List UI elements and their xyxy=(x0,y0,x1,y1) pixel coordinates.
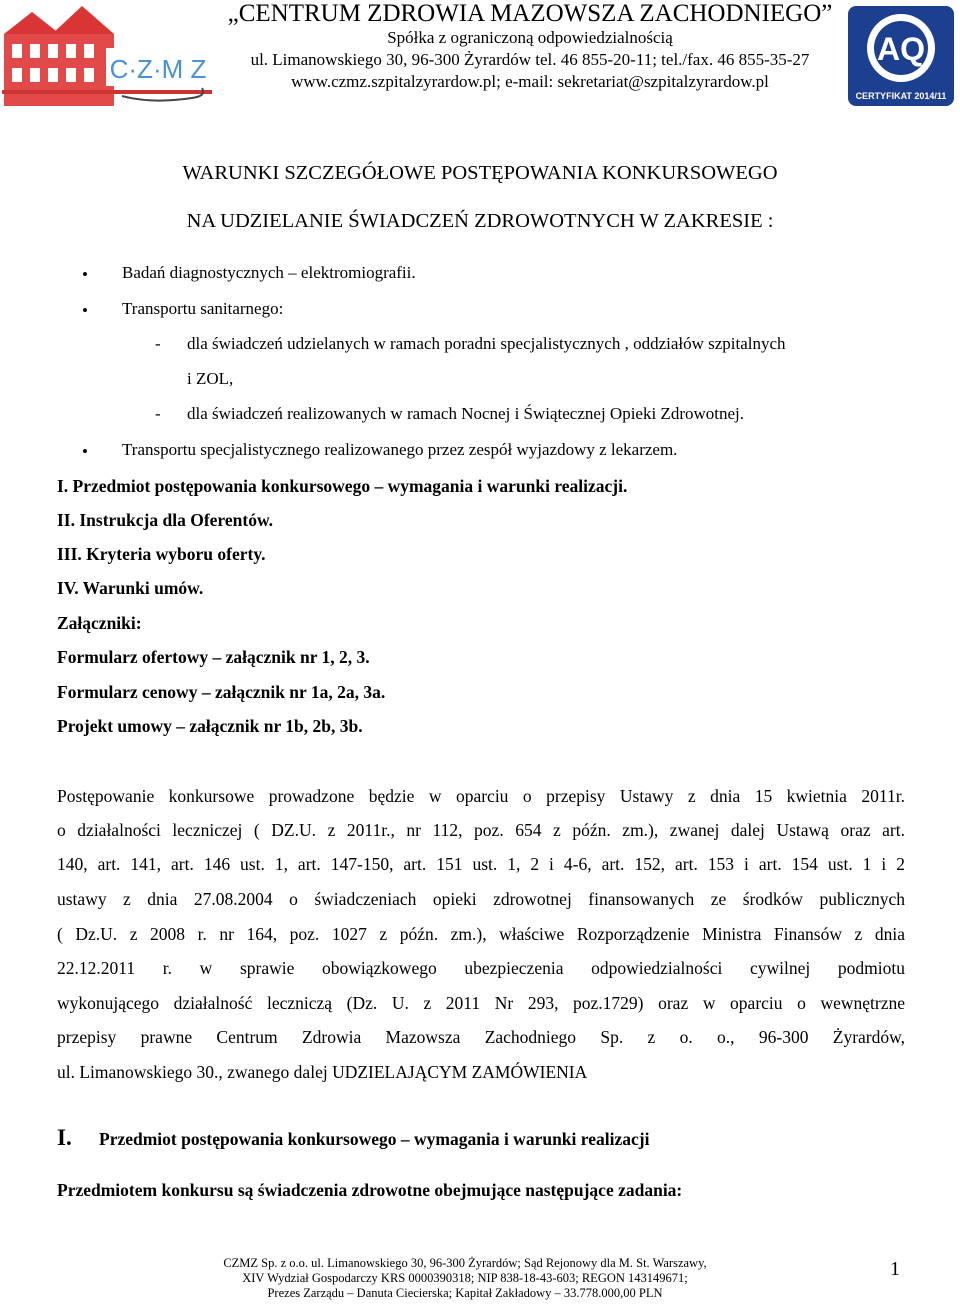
logo-text: C·Z·M Z xyxy=(109,54,207,84)
toc-item: I. Przedmiot postępowania konkursowego – wymagania i warunki realizacji. xyxy=(57,476,628,496)
document-subtitle: NA UDZIELANIE ŚWIADCZEŃ ZDROWOTNYCH W ZAKRESIE : xyxy=(186,210,774,232)
section-heading xyxy=(57,1125,649,1151)
hospital-logo xyxy=(2,4,212,108)
legal-form: Spółka z ograniczoną odpowiedzialnością xyxy=(387,28,673,47)
bullet-icon: • xyxy=(82,301,88,320)
toc-item: Formularz ofertowy – załącznik nr 1, 2, 3. xyxy=(57,647,370,667)
certificate-label: CERTYFIKAT 2014/11 xyxy=(855,91,947,101)
document-title: WARUNKI SZCZEGÓŁOWE POSTĘPOWANIA KONKURSOWEGO xyxy=(182,162,778,184)
certificate-letters: AQ xyxy=(877,31,925,67)
dash-icon: - xyxy=(155,404,161,423)
certificate-logo xyxy=(848,6,954,106)
toc-item: III. Kryteria wyboru oferty. xyxy=(57,544,266,564)
toc-item: Załączniki: xyxy=(57,613,142,633)
letterhead xyxy=(0,0,960,115)
section-title: Przedmiot postępowania konkursowego – wymagania i warunki realizacji xyxy=(99,1129,650,1149)
toc-item: IV. Warunki umów. xyxy=(57,578,204,598)
page-number: 1 xyxy=(890,1258,900,1280)
letterhead-text xyxy=(210,0,850,93)
page-footer xyxy=(150,1256,780,1301)
toc-item: Formularz cenowy – załącznik nr 1a, 2a, 3a. xyxy=(57,682,386,702)
toc-item: II. Instrukcja dla Oferentów. xyxy=(57,510,274,530)
footer-line: CZMZ Sp. z o.o. ul. Limanowskiego 30, 96-300 Żyrardów; Sąd Rejonowy dla M. St. Warszawy, xyxy=(223,1256,707,1270)
footer-line: XIV Wydział Gospodarczy KRS 0000390318; NIP 838-18-43-603; REGON 143149671; xyxy=(242,1271,688,1285)
toc-item: Projekt umowy – załącznik nr 1b, 2b, 3b. xyxy=(57,716,363,736)
subject-heading: Przedmiotem konkursu są świadczenia zdrowotne obejmujące następujące zadania: xyxy=(57,1180,683,1200)
company-name: „CENTRUM ZDROWIA MAZOWSZA ZACHODNIEGO” xyxy=(227,0,833,27)
bullet-icon: • xyxy=(82,442,88,461)
section-number: I. xyxy=(57,1125,72,1150)
bullet-icon: • xyxy=(82,265,88,284)
company-address: ul. Limanowskiego 30, 96-300 Żyrardów tel. 46 855-20-11; tel./fax. 46 855-35-27 xyxy=(250,50,810,69)
company-web-email: www.czmz.szpitalzyrardow.pl; e-mail: sekretariat@szpitalzyrardow.pl xyxy=(291,72,769,91)
footer-line: Prezes Zarządu – Danuta Ciecierska; Kapitał Zakładowy – 33.778.000,00 PLN xyxy=(267,1286,663,1300)
dash-icon: - xyxy=(155,334,161,353)
